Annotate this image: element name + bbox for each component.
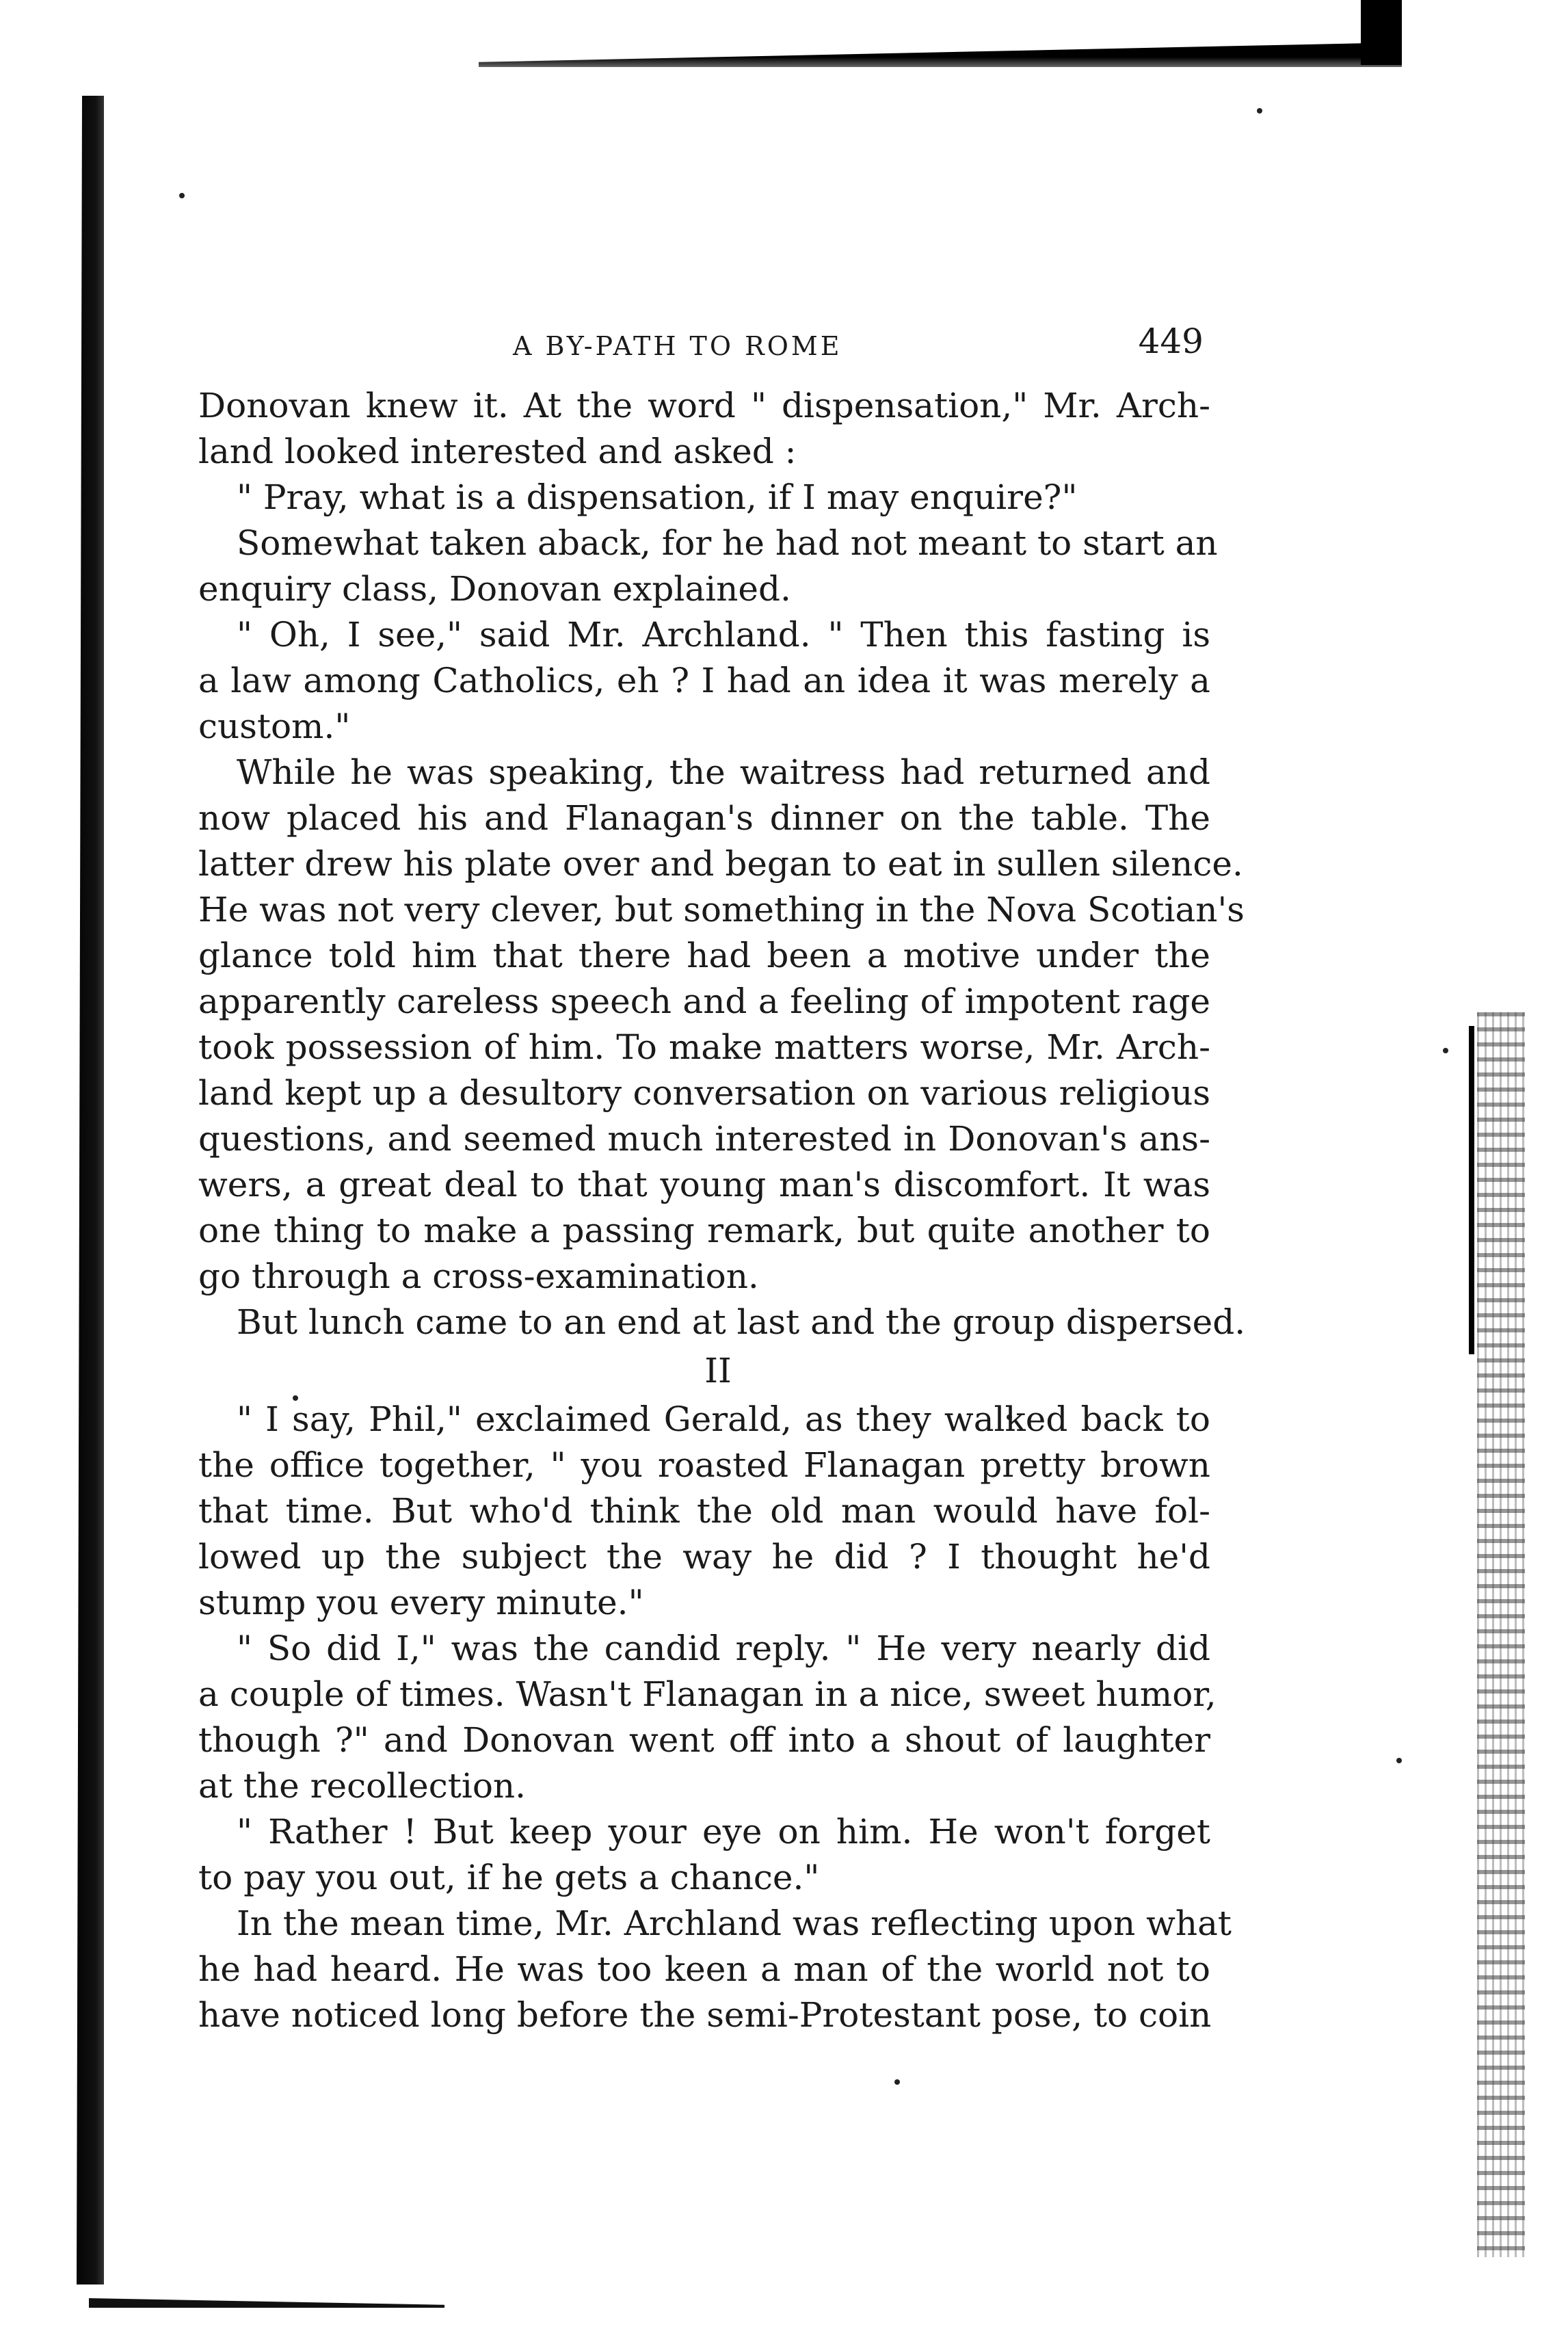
text-line: " So did I," was the candid reply. " He very nearly did — [237, 1629, 1210, 1668]
paragraphs-after-section — [198, 1397, 1232, 2038]
text-line: go through a cross-examination. — [198, 1256, 759, 1296]
scan-speck — [1257, 108, 1262, 114]
paragraph — [198, 1809, 1210, 1901]
text-line: But lunch came to an end at last and the group dispersed. — [237, 1302, 1246, 1342]
text-line: to pay you out, if he gets a chance." — [198, 1858, 820, 1897]
scan-corner-shadow — [1361, 0, 1402, 65]
text-line: He was not very clever, but something in the Nova Scotian's — [198, 890, 1245, 930]
paragraph — [198, 1300, 1246, 1345]
paragraph — [198, 475, 1210, 521]
running-title: A BY-PATH TO ROME — [513, 331, 842, 361]
paragraph — [198, 1626, 1217, 1809]
scan-right-edge-line — [1469, 1026, 1474, 1354]
text-line: lowed up the subject the way he did ? I thought he'd — [198, 1537, 1210, 1577]
text-line: Somewhat taken aback, for he had not meant to start an — [237, 523, 1218, 563]
scan-speck — [894, 2079, 900, 2085]
text-line: have noticed long before the semi-Protestant pose, to coin — [198, 1995, 1212, 2035]
text-line: one thing to make a passing remark, but quite another to — [198, 1211, 1210, 1250]
scan-speck — [179, 193, 185, 198]
text-line: In the mean time, Mr. Archland was reflecting upon what — [237, 1904, 1232, 1943]
text-line: wers, a great deal to that young man's discomfort. It was — [198, 1165, 1210, 1204]
scan-bottom-rule — [89, 2298, 444, 2308]
text-line: a couple of times. Wasn't Flanagan in a nice, sweet humor, — [198, 1674, 1217, 1714]
paragraph — [198, 1397, 1210, 1626]
text-line: questions, and seemed much interested in Donovan's ans- — [198, 1119, 1210, 1159]
paragraphs-before-section — [198, 383, 1246, 1345]
text-line: the office together, " you roasted Flanagan pretty brown — [198, 1445, 1210, 1485]
running-head — [198, 321, 1204, 369]
text-line: now placed his and Flanagan's dinner on the table. The — [198, 798, 1210, 838]
paragraph — [198, 612, 1210, 750]
text-line: though ?" and Donovan went off into a shout of laughter — [198, 1720, 1210, 1760]
text-line: stump you every minute." — [198, 1583, 644, 1622]
scan-right-edge-noise — [1477, 1012, 1525, 2257]
text-line: " I say, Phil," exclaimed Gerald, as they walked back to — [237, 1399, 1210, 1439]
paragraph — [198, 750, 1245, 1300]
text-line: latter drew his plate over and began to eat in sullen silence. — [198, 844, 1243, 884]
scan-speck — [1443, 1048, 1448, 1053]
text-line: " Pray, what is a dispensation, if I may enquire?" — [237, 477, 1078, 517]
page-number: 449 — [1138, 321, 1204, 361]
section-heading: II — [704, 1351, 732, 1391]
text-line: glance told him that there had been a motive under the — [198, 936, 1210, 975]
text-line: enquiry class, Donovan explained. — [198, 569, 791, 609]
text-line: a law among Catholics, eh ? I had an idea it was merely a — [198, 661, 1210, 700]
text-line: land kept up a desultory conversation on various religious — [198, 1073, 1210, 1113]
text-line: that time. But who'd think the old man would have fol- — [198, 1491, 1210, 1531]
paragraph — [198, 383, 1210, 475]
text-line: " Oh, I see," said Mr. Archland. " Then this fasting is — [237, 615, 1210, 655]
text-line: at the recollection. — [198, 1766, 527, 1806]
text-line: custom." — [198, 707, 351, 746]
page-body — [198, 383, 1246, 2038]
text-line: Donovan knew it. At the word " dispensation," Mr. Arch- — [198, 386, 1210, 425]
text-line: land looked interested and asked : — [198, 432, 797, 471]
scan-left-binding-shadow — [77, 96, 104, 2284]
text-line: While he was speaking, the waitress had returned and — [237, 752, 1210, 792]
text-line: he had heard. He was too keen a man of the world not to — [198, 1949, 1210, 1989]
text-line: " Rather ! But keep your eye on him. He won't forget — [237, 1812, 1210, 1852]
paragraph — [198, 521, 1218, 612]
paragraph — [198, 1901, 1232, 2038]
text-line: took possession of him. To make matters worse, Mr. Arch- — [198, 1027, 1210, 1067]
text-line: apparently careless speech and a feeling of impotent rage — [198, 982, 1210, 1021]
scan-speck — [1396, 1758, 1402, 1763]
scan-top-rule — [479, 42, 1402, 67]
